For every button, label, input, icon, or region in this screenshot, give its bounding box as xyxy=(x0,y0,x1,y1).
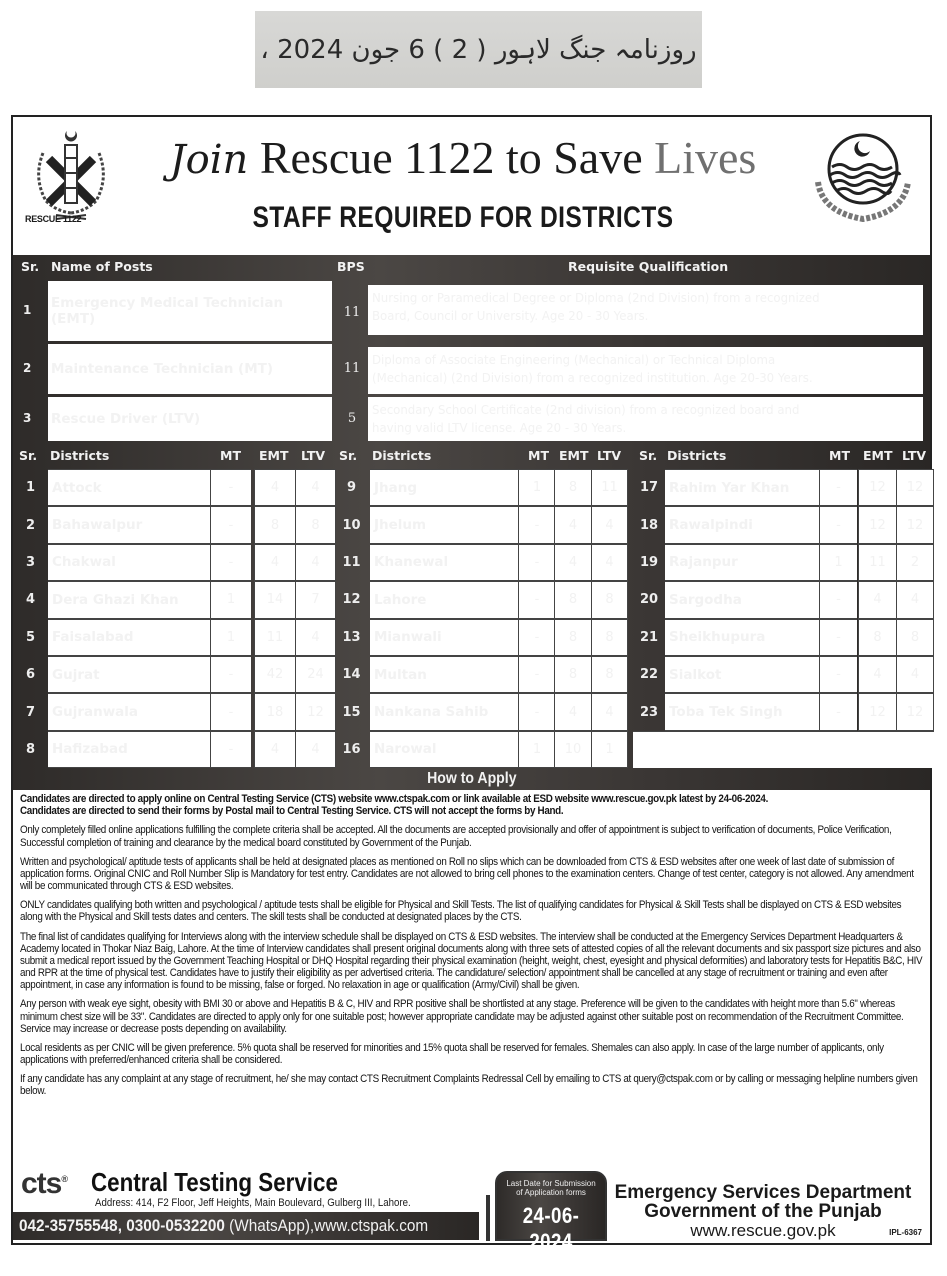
qualification-line: Nursing or Paramedical Degree or Diploma (2nd Division) from a recognized xyxy=(372,290,820,305)
district-sr: 19 xyxy=(639,554,659,570)
post-name xyxy=(48,281,332,341)
district-row xyxy=(633,506,934,543)
district-name: Jhang xyxy=(370,469,518,506)
how-to-apply-title: How to Apply xyxy=(426,770,517,787)
district-emt-count: 4 xyxy=(554,544,591,581)
qualification-line: having valid LTV license. Age 20 - 30 Years. xyxy=(372,419,627,435)
post-bps: 5 xyxy=(347,411,357,426)
district-row xyxy=(633,656,934,693)
district-sr: 16 xyxy=(342,741,361,757)
district-name: Multan xyxy=(370,656,518,693)
district-name: Mianwali xyxy=(370,619,518,656)
empty-cell xyxy=(633,731,934,768)
district-mt-count: - xyxy=(210,544,251,581)
district-name: Gujranwala xyxy=(48,693,210,730)
district-ltv-count: 4 xyxy=(896,656,934,693)
district-row xyxy=(633,693,934,730)
district-sr: 18 xyxy=(639,517,659,533)
district-emt-count: 8 xyxy=(858,619,896,656)
district-row xyxy=(333,693,633,730)
district-column xyxy=(633,443,934,768)
last-date-badge xyxy=(495,1171,607,1255)
district-ltv-count: 7 xyxy=(295,581,336,618)
post-sr: 2 xyxy=(23,361,32,375)
district-column xyxy=(333,443,633,768)
district-mt-count: - xyxy=(819,693,857,730)
header-mt: MT xyxy=(528,448,549,463)
district-sr: 5 xyxy=(25,629,36,645)
district-mt-count: - xyxy=(819,656,857,693)
district-emt-count: 12 xyxy=(858,506,896,543)
header-ltv: LTV xyxy=(902,448,927,463)
post-row xyxy=(13,281,930,341)
district-row xyxy=(13,693,333,730)
district-emt-count: 12 xyxy=(858,693,896,730)
district-mt-count: - xyxy=(518,693,555,730)
header-ltv: LTV xyxy=(301,448,326,463)
district-name: Chakwal xyxy=(48,544,210,581)
district-ltv-count: 24 xyxy=(295,656,336,693)
district-table-header xyxy=(13,443,333,469)
post-name-line: (EMT) xyxy=(51,311,96,327)
post-bps: 11 xyxy=(343,361,361,376)
district-ltv-count: 8 xyxy=(896,619,934,656)
cts-phones: 042-35755548, 0300-0532200 xyxy=(19,1216,225,1235)
district-row xyxy=(13,731,333,768)
district-sr: 11 xyxy=(342,554,361,570)
district-name: Faisalabad xyxy=(48,619,210,656)
district-mt-count: - xyxy=(819,619,857,656)
district-sr: 3 xyxy=(25,554,36,570)
district-ltv-count: 4 xyxy=(295,469,336,506)
header-mt: MT xyxy=(829,448,850,463)
district-ltv-count: 1 xyxy=(591,731,628,768)
district-ltv-count: 12 xyxy=(896,469,934,506)
postal-mail-line: Candidates are directed to send their forms by Postal mail to Central Testing Service. CTS will not accept the forms by Hand. xyxy=(20,805,564,818)
district-emt-count: 4 xyxy=(554,693,591,730)
district-row xyxy=(333,731,633,768)
district-emt-count: 8 xyxy=(554,469,591,506)
districts-table xyxy=(13,443,930,768)
district-sr: 6 xyxy=(25,667,36,683)
district-name: Attock xyxy=(48,469,210,506)
terms-paragraph: Only completely filled online applications fulfilling the complete criteria shall be accepted. All the documents are accepted provisionally and offer of appointment is subject to verification of documents, Police Verification, Successful completion of training and clearance by the medical board constituted by Government of the Punjab. xyxy=(20,824,892,849)
district-mt-count: - xyxy=(210,506,251,543)
district-ltv-count: 8 xyxy=(591,656,628,693)
district-sr: 10 xyxy=(342,517,361,533)
district-mt-count: - xyxy=(210,656,251,693)
district-sr: 8 xyxy=(25,741,36,757)
district-mt-count: 1 xyxy=(819,544,857,581)
posts-table-body xyxy=(13,279,930,443)
district-name: Sargodha xyxy=(665,581,819,618)
post-sr: 3 xyxy=(23,411,32,425)
district-name: Sheikhupura xyxy=(665,619,819,656)
district-table-header xyxy=(633,443,934,469)
qualification-line: Diploma of Associate Engineering (Mechanical) or Technical Diploma xyxy=(372,352,776,367)
header-emt: EMT xyxy=(559,448,589,463)
district-sr: 15 xyxy=(342,704,361,720)
district-mt-count: 1 xyxy=(518,469,555,506)
last-date-label xyxy=(497,1179,605,1197)
district-emt-count: 8 xyxy=(554,581,591,618)
district-sr: 7 xyxy=(25,704,36,720)
header-sr: Sr. xyxy=(21,259,40,274)
cts-logo-text: cts xyxy=(21,1167,62,1200)
district-mt-count: 1 xyxy=(518,731,555,768)
application-terms xyxy=(20,793,925,1105)
district-mt-count: - xyxy=(210,693,251,730)
district-ltv-count: 4 xyxy=(295,731,336,768)
district-row xyxy=(333,619,633,656)
district-mt-count: - xyxy=(819,469,857,506)
district-mt-count: - xyxy=(518,619,555,656)
district-name: Hafizabad xyxy=(48,731,210,768)
district-row xyxy=(13,544,333,581)
district-row xyxy=(13,469,333,506)
newspaper-clipping-label xyxy=(255,11,702,88)
district-sr: 2 xyxy=(25,517,36,533)
district-name: Rajanpur xyxy=(665,544,819,581)
header-name-of-posts: Name of Posts xyxy=(51,259,153,274)
ad-header xyxy=(13,117,930,255)
esd-name: Emergency Services Department xyxy=(614,1182,912,1203)
posts-table-header xyxy=(13,255,930,279)
district-name: Dera Ghazi Khan xyxy=(48,581,210,618)
district-mt-count: 1 xyxy=(210,619,251,656)
header-districts: Districts xyxy=(50,448,110,463)
title-join: Join xyxy=(169,137,249,183)
district-sr: 21 xyxy=(639,629,659,645)
district-name: Bahawalpur xyxy=(48,506,210,543)
district-column xyxy=(13,443,333,768)
post-name-line: Maintenance Technician (MT) xyxy=(51,361,274,377)
registered-mark: ® xyxy=(61,1174,67,1184)
district-emt-count: 10 xyxy=(554,731,591,768)
district-ltv-count: 4 xyxy=(295,544,336,581)
district-ltv-count: 4 xyxy=(896,581,934,618)
district-row xyxy=(633,469,934,506)
header-sr: Sr. xyxy=(339,448,358,463)
post-name-line: Rescue Driver (LTV) xyxy=(51,411,201,427)
district-row xyxy=(333,581,633,618)
district-emt-count: 4 xyxy=(254,544,295,581)
district-ltv-count: 4 xyxy=(295,619,336,656)
qualification-line: (Mechanical) (2nd Division) from a recognized institution. Age 20-30 Years. xyxy=(372,369,813,385)
district-sr: 20 xyxy=(639,592,659,608)
district-ltv-count: 8 xyxy=(591,581,628,618)
header-ltv: LTV xyxy=(597,448,622,463)
page-subtitle: STAFF REQUIRED FOR DISTRICTS xyxy=(252,201,674,234)
district-mt-count: - xyxy=(210,731,251,768)
esd-website-link[interactable]: www.rescue.gov.pk xyxy=(690,1221,836,1240)
district-sr: 1 xyxy=(25,480,36,496)
page-title xyxy=(143,131,783,184)
district-emt-count: 18 xyxy=(254,693,295,730)
district-ltv-count: 2 xyxy=(896,544,934,581)
district-row xyxy=(333,469,633,506)
header-emt: EMT xyxy=(863,448,893,463)
district-mt-count: - xyxy=(518,581,555,618)
district-emt-count: 12 xyxy=(858,469,896,506)
post-name xyxy=(48,397,332,441)
ad-footer xyxy=(13,1157,930,1255)
district-emt-count: 11 xyxy=(254,619,295,656)
district-mt-count: - xyxy=(518,544,555,581)
district-ltv-count: 12 xyxy=(896,693,934,730)
district-sr: 17 xyxy=(639,480,659,496)
district-ltv-count: 8 xyxy=(295,506,336,543)
district-emt-count: 4 xyxy=(254,731,295,768)
post-row xyxy=(13,344,930,394)
district-emt-count: 8 xyxy=(554,656,591,693)
district-emt-count: 14 xyxy=(254,581,295,618)
district-emt-count: 4 xyxy=(858,656,896,693)
district-row xyxy=(13,581,333,618)
job-advertisement xyxy=(11,115,932,1255)
header-districts: Districts xyxy=(667,448,727,463)
punjab-government-logo-icon xyxy=(808,127,918,227)
district-row xyxy=(633,544,934,581)
district-mt-count: - xyxy=(518,656,555,693)
post-bps: 11 xyxy=(343,305,361,320)
district-emt-count: 42 xyxy=(254,656,295,693)
district-row xyxy=(13,656,333,693)
cts-name: Central Testing Service xyxy=(91,1167,338,1197)
district-table-header xyxy=(333,443,633,469)
header-emt: EMT xyxy=(259,448,289,463)
post-qualification xyxy=(368,397,923,441)
esd-government: Government of the Punjab xyxy=(644,1201,882,1222)
district-ltv-count: 12 xyxy=(896,506,934,543)
district-emt-count: 4 xyxy=(554,506,591,543)
terms-paragraph: Any person with weak eye sight, obesity with BMI 30 or above and Hepatitis B & C, HIV and RPR positive shall be shortlisted at any stage. Preference will be given to the candidates with height more than 5.6" whereas minimum chest size will be 33". Candidates are directed to apply only for one suitable post; however appropriate candidate may be adjusted against other suitable post on recommendation of the Recruitment Committee. Service may increase or decrease posts depending on availability. xyxy=(20,998,904,1035)
title-main: Rescue 1122 to Save xyxy=(259,132,643,183)
district-ltv-count: 4 xyxy=(591,693,628,730)
district-sr: 13 xyxy=(342,629,361,645)
post-name-line: Emergency Medical Technician xyxy=(51,295,284,311)
post-qualification xyxy=(368,347,923,394)
district-mt-count: - xyxy=(819,581,857,618)
district-ltv-count: 4 xyxy=(591,544,628,581)
district-mt-count: - xyxy=(819,506,857,543)
district-name: Nankana Sahib xyxy=(370,693,518,730)
cts-contact-bar xyxy=(13,1212,479,1240)
district-emt-count: 11 xyxy=(858,544,896,581)
district-sr: 23 xyxy=(639,704,659,720)
district-emt-count: 4 xyxy=(858,581,896,618)
qualification-line: Board, Council or University. Age 20 - 30 Years. xyxy=(372,307,649,323)
district-row xyxy=(333,544,633,581)
clipping-text: روزنامہ جنگ لاہور ( 2 ) 6 جون 2024 ، xyxy=(260,34,697,65)
header-sr: Sr. xyxy=(19,448,38,463)
terms-paragraph: ONLY candidates qualifying both written and psychological / aptitude tests shall be eligible for Physical and Skill Tests. The list of qualifying candidates for Physical & Skill Tests shall be displayed on CTS & ESD websites along with the Physical and Skill tests dates and centers. The skill tests shall be conducted at designated places by the CTS. xyxy=(20,899,902,924)
district-name: Rahim Yar Khan xyxy=(665,469,819,506)
cts-logo-icon xyxy=(21,1167,67,1201)
district-mt-count: - xyxy=(518,506,555,543)
district-name: Lahore xyxy=(370,581,518,618)
district-row xyxy=(333,656,633,693)
district-name: Narowal xyxy=(370,731,518,768)
terms-paragraph: Local residents as per CNIC will be given preference. 5% quota shall be reserved for minorities and 15% quota shall be reserved for females. Shemales can also apply. In case of the large number of applicants, only applications with preferred/enhanced criteria shall be considered. xyxy=(20,1041,884,1067)
how-to-apply-heading xyxy=(13,768,930,790)
district-sr: 14 xyxy=(342,667,361,683)
last-date-value: 24-06-2024 xyxy=(522,1203,580,1255)
apply-online-line: Candidates are directed to apply online on Central Testing Service (CTS) website www.ctspak.com or link available at ESD website www.rescue.gov.pk latest by 24-06-2024. xyxy=(20,793,768,805)
district-mt-count: 1 xyxy=(210,581,251,618)
district-name: Sialkot xyxy=(665,656,819,693)
last-date-label-line: Last Date for Submission xyxy=(506,1179,596,1188)
qualification-line: Secondary School Certificate (2nd division) from a recognized board and xyxy=(372,402,800,417)
last-date-label-line: of Application forms xyxy=(516,1188,586,1198)
district-row xyxy=(333,506,633,543)
rescue-logo-label: RESCUE 1122 xyxy=(25,214,82,224)
ipl-code: IPL-6367 xyxy=(889,1228,922,1237)
header-districts: Districts xyxy=(372,448,432,463)
district-sr: 9 xyxy=(346,480,357,496)
district-ltv-count: 11 xyxy=(591,469,628,506)
district-sr: 4 xyxy=(25,592,36,608)
terms-paragraph: If any candidate has any complaint at any stage of recruitment, he/ she may contact CTS Recruitment Complaints Redressal Cell by emailing to CTS at query@ctspak.com or by calling or messaging helpline numbers given below. xyxy=(20,1073,918,1098)
district-row xyxy=(633,619,934,656)
district-ltv-count: 4 xyxy=(591,506,628,543)
cts-address: Address: 414, F2 Floor, Jeff Heights, Main Boulevard, Gulberg III, Lahore. xyxy=(95,1197,411,1209)
header-mt: MT xyxy=(220,448,241,463)
district-row xyxy=(13,619,333,656)
terms-paragraph: The final list of candidates qualifying for Interviews along with the interview schedule shall be displayed on CTS & ESD websites. The interview shall be conducted at the Emergency Services Department Headquarters & Academy located in Thokar Niaz Baig, Lahore. At the time of Interview candidates shall present original documents along with three sets of attested copies of all the relevant documents and six passport size pictures and also submit a medical report issued by the Government Teaching Hospital or DHQ Hospital regarding their physical examination (height, weight, chest, eyesight and physical deformities) and laboratory tests for Hepatitis B&C, HIV and RPR at the time of physical test. Candidates have to justify their eligibility as per advertised criteria. The candidature/ selection/ appointment shall be cancelled at any stage of recruitment or training and even after appointment, in case any information is found to be missing, false or forged. No relaxation in age or qualification (Army/Civil) shall be given. xyxy=(20,930,923,992)
post-name xyxy=(48,344,332,394)
district-name: Jhelum xyxy=(370,506,518,543)
cts-whatsapp-web: (WhatsApp),www.ctspak.com xyxy=(224,1216,429,1235)
district-name: Rawalpindi xyxy=(665,506,819,543)
district-name: Khanewal xyxy=(370,544,518,581)
district-row xyxy=(13,506,333,543)
district-ltv-count: 8 xyxy=(591,619,628,656)
header-qualification: Requisite Qualification xyxy=(568,259,729,274)
divider xyxy=(486,1195,490,1241)
district-emt-count: 8 xyxy=(554,619,591,656)
header-bps: BPS xyxy=(337,259,365,274)
district-sr: 22 xyxy=(639,667,659,683)
district-ltv-count: 12 xyxy=(295,693,336,730)
header-sr: Sr. xyxy=(639,448,658,463)
district-emt-count: 4 xyxy=(254,469,295,506)
district-name: Toba Tek Singh xyxy=(665,693,819,730)
district-row xyxy=(633,581,934,618)
terms-paragraph: Written and psychological/ aptitude tests of applicants shall be held at designated places as mentioned on Roll no slips which can be downloaded from CTS & ESD websites after one week of last date of submission of application forms. Original CNIC and Roll Number Slip is Mandatory for test entry. Candidates are not allowed to bring cell phones to the examination centers. Change of test center, category is not allowed. Any amendment will be communicated through CTS & ESD websites. xyxy=(20,855,914,893)
post-row xyxy=(13,397,930,441)
posts-table xyxy=(13,255,930,443)
esd-block xyxy=(613,1183,913,1241)
district-mt-count: - xyxy=(210,469,251,506)
title-faded: Lives xyxy=(654,132,757,183)
district-name: Gujrat xyxy=(48,656,210,693)
district-emt-count: 8 xyxy=(254,506,295,543)
district-sr: 12 xyxy=(342,592,361,608)
post-qualification xyxy=(368,285,923,335)
post-sr: 1 xyxy=(23,303,32,317)
